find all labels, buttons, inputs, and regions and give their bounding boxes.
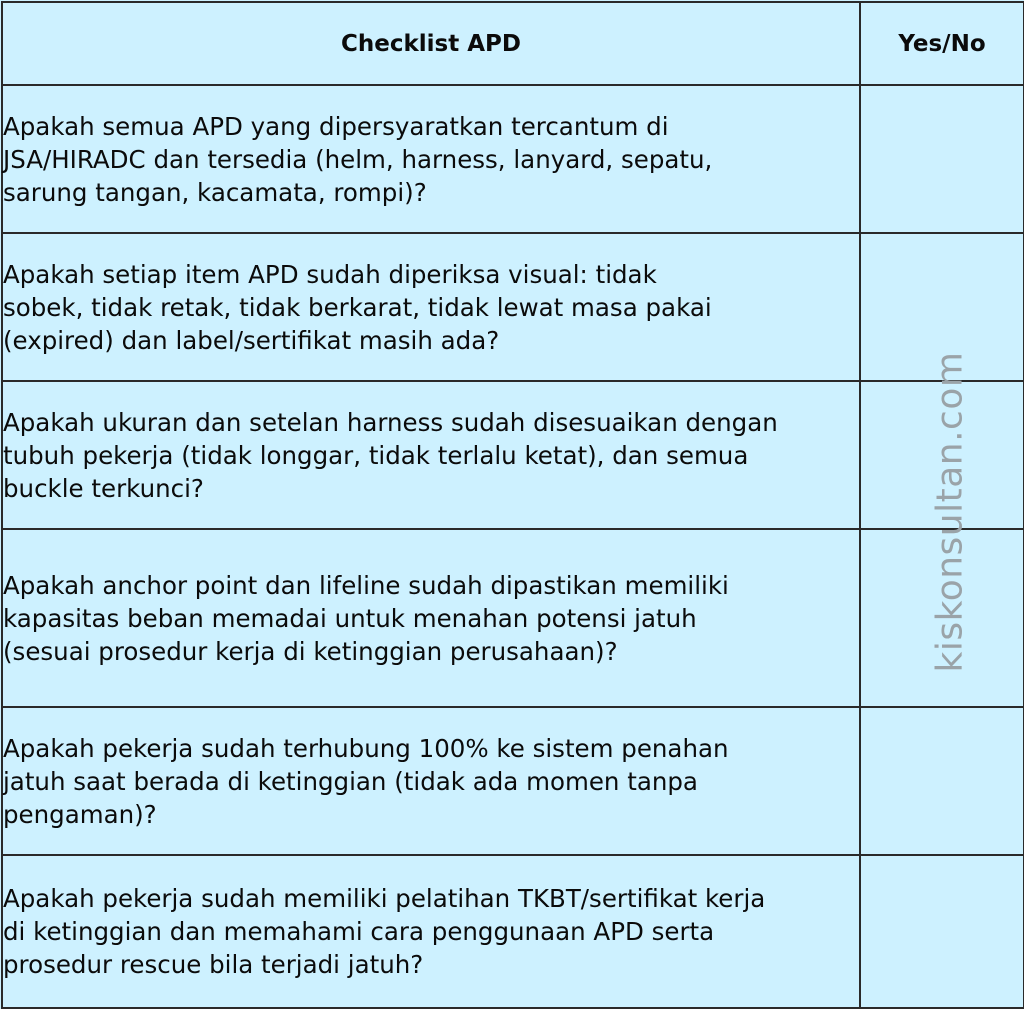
answer-cell[interactable] xyxy=(860,381,1024,529)
checklist-table xyxy=(1,1,1024,1009)
answer-cell[interactable] xyxy=(860,233,1024,381)
question-cell xyxy=(2,381,860,529)
answer-cell[interactable] xyxy=(860,707,1024,855)
question-cell xyxy=(2,855,860,1008)
question-text: Apakah setiap item APD sudah diperiksa visual: tidak sobek, tidak retak, tidak berkarat, tidak lewat masa pakai (expired) dan label/sertifikat masih ada? xyxy=(3,259,712,355)
question-text: Apakah pekerja sudah terhubung 100% ke sistem penahan jatuh saat berada di ketinggian (tidak ada momen tanpa pengaman)? xyxy=(3,733,729,829)
answer-cell[interactable] xyxy=(860,529,1024,707)
question-cell xyxy=(2,233,860,381)
checklist-column-header: Checklist APD xyxy=(2,2,860,85)
question-text: Apakah semua APD yang dipersyaratkan tercantum di JSA/HIRADC dan tersedia (helm, harness, lanyard, sepatu, sarung tangan, kacamata, rompi)? xyxy=(3,111,713,207)
table-row xyxy=(2,707,1024,855)
question-text: Apakah anchor point dan lifeline sudah dipastikan memiliki kapasitas beban memadai untuk menahan potensi jatuh (sesuai prosedur kerja di ketinggian perusahaan)? xyxy=(3,570,729,666)
question-text: Apakah ukuran dan setelan harness sudah disesuaikan dengan tubuh pekerja (tidak longgar, tidak terlalu ketat), dan semua buckle terkunci? xyxy=(3,407,778,503)
question-text: Apakah pekerja sudah memiliki pelatihan TKBT/sertifikat kerja di ketinggian dan memahami cara penggunaan APD serta prosedur rescue bila terjadi jatuh? xyxy=(3,884,766,979)
table-row xyxy=(2,85,1024,233)
question-cell xyxy=(2,85,860,233)
question-cell xyxy=(2,529,860,707)
table-row xyxy=(2,529,1024,707)
answer-cell[interactable] xyxy=(860,85,1024,233)
header-row xyxy=(2,2,1024,85)
table-row xyxy=(2,855,1024,1008)
watermark-text: kiskonsultan.com xyxy=(929,351,971,673)
question-cell xyxy=(2,707,860,855)
table-row xyxy=(2,233,1024,381)
table-row xyxy=(2,381,1024,529)
yes-no-column-header: Yes/No xyxy=(860,2,1024,85)
answer-cell[interactable] xyxy=(860,855,1024,1008)
